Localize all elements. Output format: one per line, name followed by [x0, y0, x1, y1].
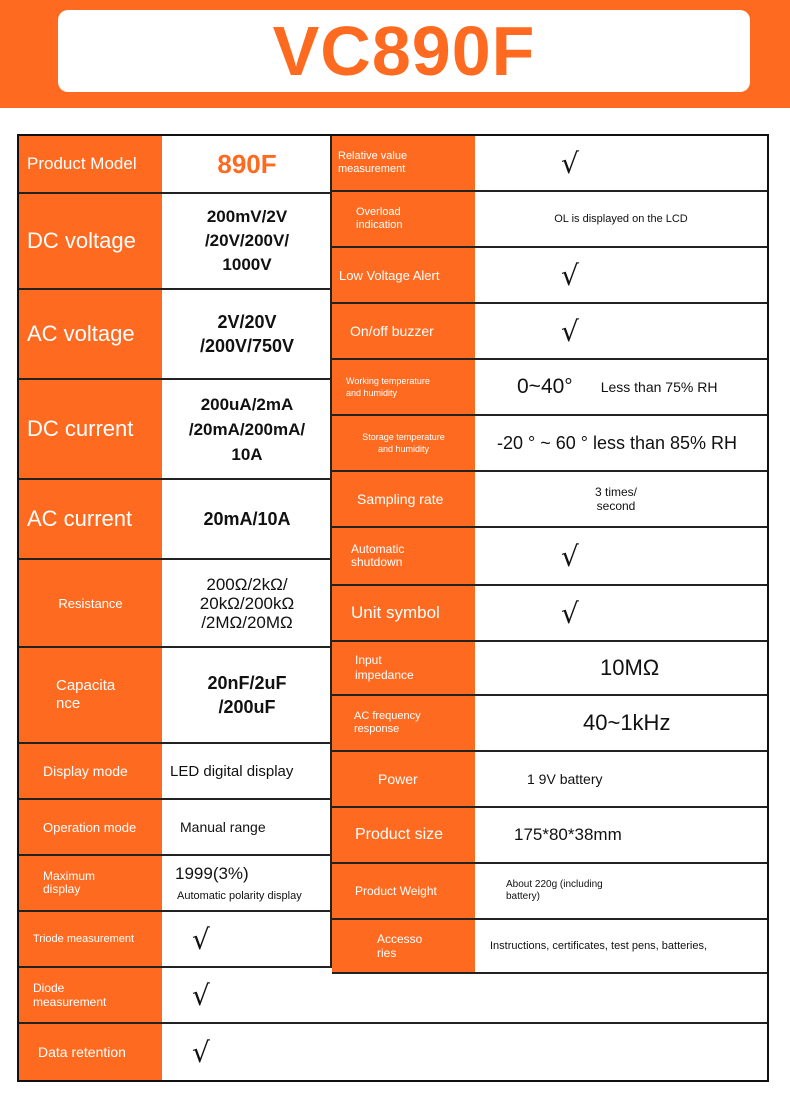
check-icon: √	[162, 968, 767, 1022]
row-label: Operation mode	[19, 800, 162, 854]
row-label: Capacita nce	[19, 648, 162, 742]
table-row	[332, 360, 767, 416]
table-row	[332, 528, 767, 586]
row-value: About 220g (including battery)	[475, 864, 767, 918]
row-value: 40~1kHz	[475, 696, 767, 750]
table-row	[19, 560, 332, 648]
row-value: Instructions, certificates, test pens, batteries,	[475, 920, 767, 972]
table-row	[19, 744, 332, 800]
row-value-cell	[475, 360, 767, 414]
row-label: Product Weight	[332, 864, 475, 918]
table-row	[332, 808, 767, 864]
row-label: Overload indication	[332, 192, 475, 246]
table-row	[332, 752, 767, 808]
check-icon: √	[162, 1024, 767, 1080]
row-label: On/off buzzer	[332, 304, 475, 358]
row-label: Diode measurement	[19, 968, 162, 1022]
row-value: 200uA/2mA /20mA/200mA/ 10A	[162, 380, 332, 478]
row-value: 3 times/ second	[475, 472, 767, 526]
table-row	[332, 696, 767, 752]
row-label: Display mode	[19, 744, 162, 798]
row-value: 20mA/10A	[162, 480, 332, 558]
row-label: AC voltage	[19, 290, 162, 378]
table-row	[19, 290, 332, 380]
table-row	[332, 586, 767, 642]
table-row	[19, 380, 332, 480]
table-row	[332, 472, 767, 528]
table-row	[19, 136, 332, 194]
row-label: Product Model	[19, 136, 162, 192]
check-icon: √	[475, 136, 767, 190]
row-extra: Less than 75% RH	[600, 379, 718, 395]
table-row	[332, 416, 767, 472]
check-icon: √	[162, 912, 332, 966]
table-row	[332, 248, 767, 304]
row-label: Product size	[332, 808, 475, 862]
row-label: DC voltage	[19, 194, 162, 288]
table-row	[19, 194, 332, 290]
row-value: 10MΩ	[475, 642, 767, 694]
table-row	[19, 1024, 767, 1080]
row-label: AC frequency response	[332, 696, 475, 750]
row-value: 175*80*38mm	[475, 808, 767, 862]
row-label: DC current	[19, 380, 162, 478]
table-row	[332, 304, 767, 360]
table-row	[332, 864, 767, 920]
row-value: 890F	[162, 136, 332, 192]
row-label: Input impedance	[332, 642, 475, 694]
row-value: 200Ω/2kΩ/ 20kΩ/200kΩ /2MΩ/20MΩ	[162, 560, 332, 646]
row-label: Triode measurement	[19, 912, 162, 966]
row-value: -20 ° ~ 60 ° less than 85% RH	[475, 416, 767, 470]
table-row	[332, 642, 767, 696]
table-row	[332, 192, 767, 248]
check-icon: √	[475, 248, 767, 302]
row-value: 200mV/2V /20V/200V/ 1000V	[162, 194, 332, 288]
row-label: Data retention	[19, 1024, 162, 1080]
row-label: Low Voltage Alert	[332, 248, 475, 302]
row-label: Accesso ries	[332, 920, 475, 972]
row-label: Maximum display	[19, 856, 162, 910]
row-value: 0~40°	[517, 375, 573, 398]
row-value: 2V/20V /200V/750V	[162, 290, 332, 378]
row-value: LED digital display	[162, 744, 332, 798]
row-label: Power	[332, 752, 475, 806]
table-row	[19, 968, 767, 1024]
row-label: Sampling rate	[332, 472, 475, 526]
row-label: Unit symbol	[332, 586, 475, 640]
table-row	[19, 912, 332, 968]
table-row	[19, 800, 332, 856]
row-label: Resistance	[19, 560, 162, 646]
title-box	[58, 10, 750, 92]
row-value: 20nF/2uF /200uF	[162, 648, 332, 742]
row-value: 1 9V battery	[475, 752, 767, 806]
row-label: Storage temperature and humidity	[332, 416, 475, 470]
row-label: AC current	[19, 480, 162, 558]
row-value: OL is displayed on the LCD	[475, 192, 767, 246]
row-label: Relative value measurement	[332, 136, 475, 190]
table-row	[332, 920, 767, 974]
row-value: 1999(3%)	[175, 864, 249, 883]
table-row	[332, 136, 767, 192]
table-row	[19, 480, 332, 560]
table-row	[19, 648, 332, 744]
row-value-cell	[162, 856, 332, 910]
row-label: Automatic shutdown	[332, 528, 475, 584]
check-icon: √	[475, 304, 767, 358]
row-value: Manual range	[162, 800, 332, 854]
check-icon: √	[475, 586, 767, 640]
check-icon: √	[475, 528, 767, 584]
page-title: VC890F	[272, 12, 536, 90]
row-label: Working temperature and humidity	[332, 360, 475, 414]
row-subvalue: Automatic polarity display	[177, 890, 302, 902]
table-row	[19, 856, 332, 912]
